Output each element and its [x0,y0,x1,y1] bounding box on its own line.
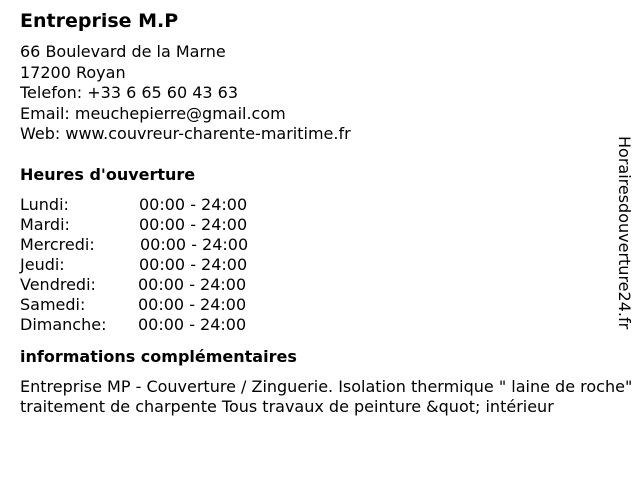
hours-row-monday [20,195,620,215]
site-watermark: Horairesdouverture24.fr [615,136,634,330]
email-line: Email: meuchepierre@gmail.com [20,103,286,123]
hours-row-sunday [20,315,620,335]
hours-time: 00:00 - 24:00 [138,314,247,334]
web-line: Web: www.couvreur-charente-maritime.fr [20,124,351,143]
additional-info-text: Entreprise MP - Couverture / Zinguerie. Isolation thermique " laine de roche" traitement de charpente Tous travaux de peinture &quot; intérieur [20,376,633,416]
additional-info-heading: informations complémentaires [20,346,297,366]
hours-day: Mardi: [20,214,70,234]
hours-row-thursday [20,255,620,275]
hours-day: Lundi: [20,194,69,214]
hours-time: 00:00 - 24:00 [139,194,248,214]
phone-line: Telefon: +33 6 65 60 43 63 [20,83,239,102]
hours-row-tuesday [20,215,620,235]
address-city: 17200 Royan [20,62,126,82]
opening-hours-heading: Heures d'ouverture [20,164,196,184]
hours-day: Dimanche: [20,314,107,334]
hours-day: Samedi: [20,294,86,314]
hours-day: Vendredi: [20,274,96,294]
address-street: 66 Boulevard de la Marne [20,42,226,61]
hours-day: Jeudi: [20,254,65,274]
hours-time: 00:00 - 24:00 [138,294,247,314]
hours-row-wednesday [20,235,620,255]
business-name: Entreprise M.P [20,10,179,32]
hours-row-friday [20,275,620,295]
hours-row-saturday [20,295,620,315]
opening-hours-list [20,195,620,335]
hours-time: 00:00 - 24:00 [140,234,249,254]
hours-time: 00:00 - 24:00 [138,274,247,294]
hours-time: 00:00 - 24:00 [139,254,248,274]
hours-time: 00:00 - 24:00 [139,214,248,234]
hours-day: Mercredi: [20,234,95,254]
